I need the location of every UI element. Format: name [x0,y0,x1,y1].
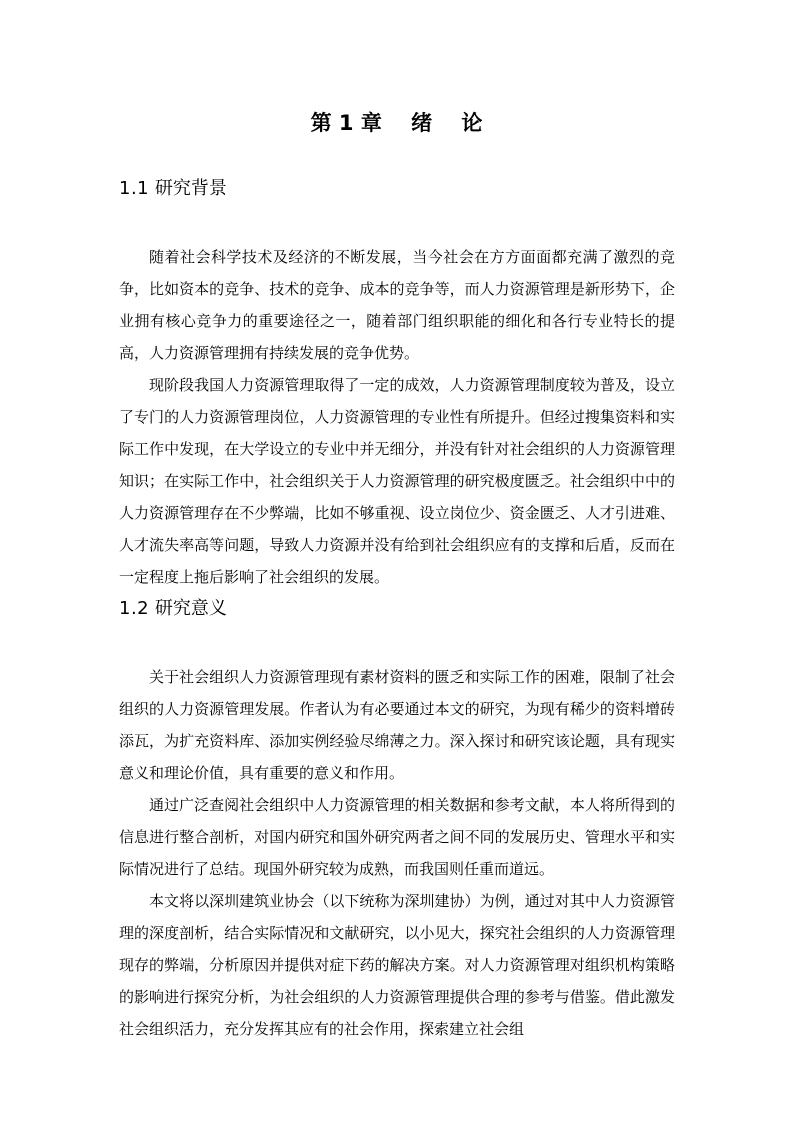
section-number: 1.1 [119,178,150,199]
paragraph: 通过广泛查阅社会组织中人力资源管理的相关数据和参考文献，本人将所得到的信息进行整合剖析，对国内研究和国外研究两者之间不同的发展历史、管理水平和实际情况进行了总结。现国外研究较为成熟，而我国则任重而道远。 [119,796,675,878]
section-title: 研究背景 [154,178,227,199]
paragraph: 现阶段我国人力资源管理取得了一定的成效，人力资源管理制度较为普及，设立了专门的人力资源管理岗位，人力资源管理的专业性有所提升。但经过搜集资料和实际工作中发现，在大学设立的专业中并无细分，并没有针对社会组织的人力资源管理知识；在实际工作中，社会组织关于人力资源管理的研究极度匮乏。社会组织中中的人力资源管理存在不少弊端，比如不够重视、设立岗位少、资金匮乏、人才引进难、人才流失率高等问题，导致人力资源并没有给到社会组织应有的支撑和后盾，反而在一定程度上拖后影响了社会组织的发展。 [119,376,675,586]
section-heading-1-2 [119,596,227,622]
paragraph: 关于社会组织人力资源管理现有素材资料的匮乏和实际工作的困难，限制了社会组织的人力资源管理发展。作者认为有必要通过本文的研究，为现有稀少的资料增砖添瓦，为扩充资料库、添加实例经验尽绵薄之力。深入探讨和研究该论题，具有现实意义和理论价值，具有重要的意义和作用。 [119,668,675,782]
section-title: 研究意义 [154,598,227,619]
paragraph: 随着社会科学技术及经济的不断发展，当今社会在方方面面都充满了激烈的竞争，比如资本的竞争、技术的竞争、成本的竞争等，而人力资源管理是新形势下，企业拥有核心竞争力的重要途径之一，随着部门组织职能的细化和各行专业特长的提高，人力资源管理拥有持续发展的竞争优势。 [119,248,675,362]
chapter-title: 第 1 章 绪 论 [310,111,483,135]
section-number: 1.2 [119,598,150,619]
paragraph: 本文将以深圳建筑业协会（以下统称为深圳建协）为例，通过对其中人力资源管理的深度剖析，结合实际情况和文献研究，以小见大，探究社会组织的人力资源管理现存的弊端，分析原因并提供对症下药的解决方案。对人力资源管理对组织机构策略的影响进行探究分析，为社会组织的人力资源管理提供合理的参考与借鉴。借此激发社会组织活力，充分发挥其应有的社会作用，探索建立社会组 [119,892,675,1038]
section-heading-1-1 [119,176,227,202]
